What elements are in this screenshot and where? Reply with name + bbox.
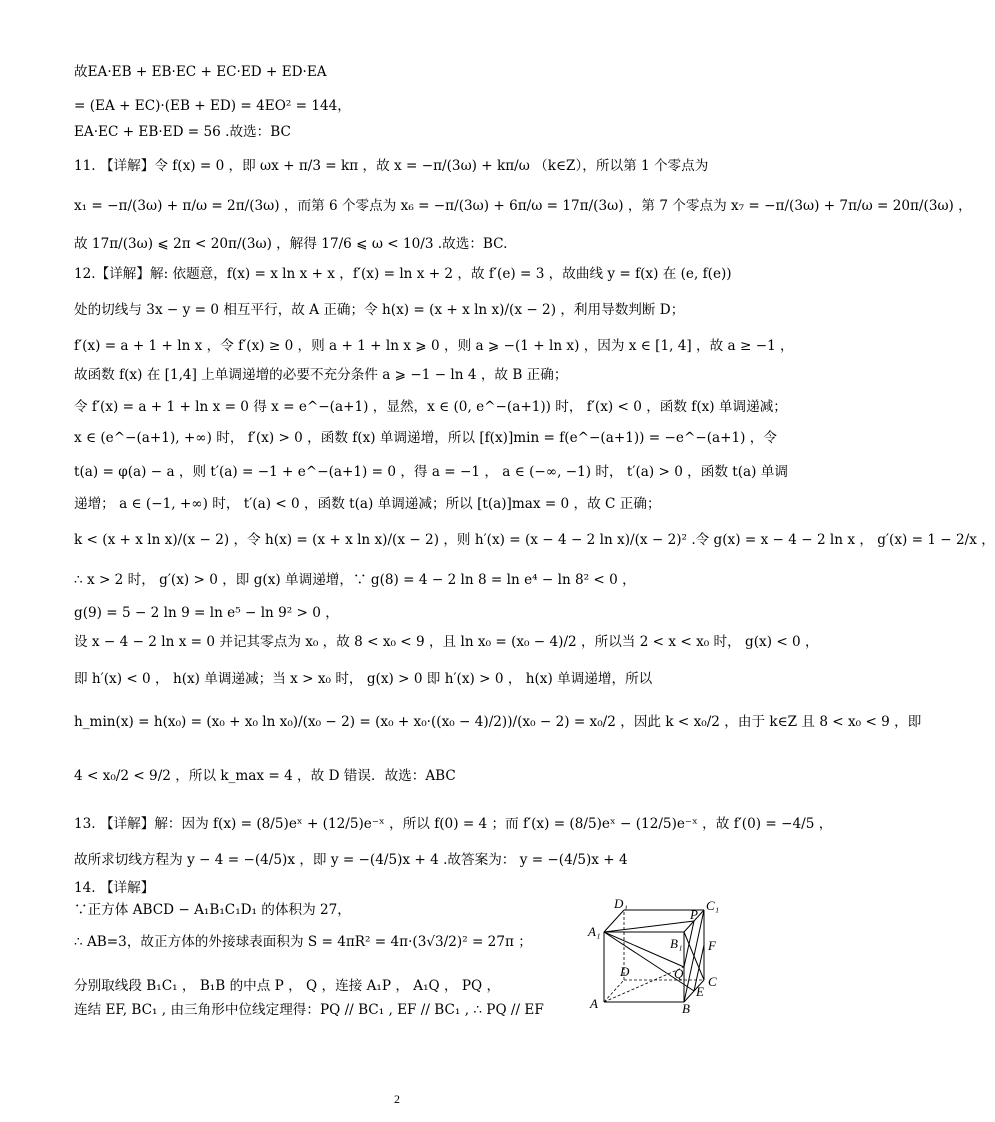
label-b: B bbox=[682, 1001, 690, 1016]
edge-a1d1 bbox=[604, 910, 624, 932]
label-c1: C₁ bbox=[706, 898, 720, 913]
text-line: k < (x + x ln x)/(x − 2) ，令 h(x) = (x + x ln x)/(x − 2) ，则 h′(x) = (x − 4 − 2 ln x)/(x − 2)² .令 g(x) = x − 4 − 2 ln x ， g′(x) = 1 − 2/x ， bbox=[74, 532, 995, 548]
label-b1: B₁ bbox=[670, 936, 683, 951]
text-line: x ∈ (e^−(a+1), +∞) 时， f′(x) > 0 ，函数 f(x) 单调递增，所以 [f(x)]min = f(e^−(a+1)) = −e^−(a+1) ，令 bbox=[74, 430, 777, 446]
text-line: 故 17π/(3ω) ⩽ 2π < 20π/(3ω) ，解得 17/6 ⩽ ω < 10/3 .故选：BC. bbox=[74, 236, 508, 252]
label-d: D bbox=[620, 964, 630, 979]
text-line: 递增； a ∈ (−1, +∞) 时， t′(a) < 0 ，函数 t(a) 单调递减；所以 [t(a)]max = 0 ，故 C 正确； bbox=[74, 496, 661, 512]
label-f: F bbox=[708, 938, 716, 953]
text-line: t(a) = φ(a) − a ，则 t′(a) = −1 + e^−(a+1) = 0 ，得 a = −1 ， a ∈ (−∞, −1) 时， t′(a) > 0 ，函数 t(a) 单调 bbox=[74, 464, 788, 480]
text-line: g(9) = 5 − 2 ln 9 = ln e⁵ − ln 9² > 0 ， bbox=[74, 605, 339, 621]
text-line: 分别取线段 B₁C₁ ， B₁B 的中点 P ， Q ，连接 A₁P ， A₁Q ， PQ ， bbox=[74, 978, 501, 994]
hidden-edge-ad bbox=[604, 980, 624, 1002]
text-line: 故函数 f(x) 在 [1,4] 上单调递增的必要不充分条件 a ⩾ −1 − ln 4 ，故 B 正确； bbox=[74, 367, 568, 383]
segment-a1p bbox=[604, 921, 694, 932]
text-line: 故所求切线方程为 y − 4 = −(4/5)x ，即 y = −(4/5)x + 4 .故答案为： y = −(4/5)x + 4 bbox=[74, 852, 628, 868]
text-line: 12.【详解】解: 依题意，f(x) = x ln x + x ，f′(x) = ln x + 2 ，故 f′(e) = 3 ，故曲线 y = f(x) 在 (e, f(e)) bbox=[74, 266, 732, 282]
text-line: ∴ x > 2 时， g′(x) > 0 ，即 g(x) 单调递增，∵ g(8) = 4 − 2 ln 8 = ln e⁴ − ln 8² < 0 ， bbox=[74, 572, 636, 588]
text-line: ∵正方体 ABCD − A₁B₁C₁D₁ 的体积为 27， bbox=[74, 902, 351, 918]
text-line: 14. 【详解】 bbox=[74, 880, 155, 896]
label-p: P bbox=[690, 907, 698, 922]
label-a: A bbox=[590, 996, 598, 1011]
text-line: x₁ = −π/(3ω) + π/ω = 2π/(3ω) ，而第 6 个零点为 x₆ = −π/(3ω) + 6π/ω = 17π/(3ω) ，第 7 个零点为 x₇ = −π/(3ω) + 7π/ω = 20π/(3ω) ， bbox=[74, 198, 972, 214]
cube-figure bbox=[584, 892, 724, 1014]
text-line: ∴ AB=3，故正方体的外接球表面积为 S = 4πR² = 4π·(3√3/2)² = 27π ； bbox=[74, 934, 532, 950]
page-number: 2 bbox=[394, 1092, 400, 1106]
text-line: 令 f′(x) = a + 1 + ln x = 0 得 x = e^−(a+1) ，显然，x ∈ (0, e^−(a+1)) 时， f′(x) < 0 ，函数 f(x) 单调递减； bbox=[74, 399, 787, 415]
text-line: f′(x) = a + 1 + ln x ，令 f′(x) ≥ 0 ，则 a + 1 + ln x ⩾ 0 ，则 a ⩾ −(1 + ln x) ，因为 x ∈ [1, 4] ，故 a ≥ −1 ， bbox=[74, 338, 794, 354]
text-line: 即 h′(x) < 0 ， h(x) 单调递减；当 x > x₀ 时， g(x) > 0 即 h′(x) > 0 ， h(x) 单调递增，所以 bbox=[74, 671, 653, 687]
text-line: = (EA + EC)·(EB + ED) = 4EO² = 144， bbox=[74, 98, 351, 114]
label-a1: A₁ bbox=[588, 924, 601, 939]
label-q: Q bbox=[674, 966, 684, 981]
text-line: 故EA·EB + EB·EC + EC·ED + ED·EA bbox=[74, 64, 327, 80]
text-line: h_min(x) = h(x₀) = (x₀ + x₀ ln x₀)/(x₀ − 2) = (x₀ + x₀·((x₀ − 4)/2))/(x₀ − 2) = x₀/2 ，因此 k < x₀/2 ，由于 k∈Z 且 8 < x₀ < 9 ，即 bbox=[74, 714, 922, 730]
text-line: 4 < x₀/2 < 9/2 ，所以 k_max = 4 ，故 D 错误．故选：ABC bbox=[74, 768, 456, 784]
label-e: E bbox=[696, 984, 704, 999]
text-line: 13. 【详解】解：因为 f(x) = (8/5)eˣ + (12/5)e⁻ˣ ，所以 f(0) = 4 ；而 f′(x) = (8/5)eˣ − (12/5)e⁻ˣ ，故 f′(0) = −4/5 ， bbox=[74, 816, 833, 832]
text-line: 连结 EF, BC₁ , 由三角形中位线定理得：PQ // BC₁ , EF // BC₁ , ∴ PQ // EF bbox=[74, 1002, 544, 1018]
text-line: EA·EC + EB·ED = 56 .故选：BC bbox=[74, 124, 291, 140]
text-line: 11. 【详解】令 f(x) = 0 ，即 ωx + π/3 = kπ ，故 x = −π/(3ω) + kπ/ω （k∈Z），所以第 1 个零点为 bbox=[74, 158, 709, 174]
label-c: C bbox=[708, 974, 717, 989]
label-d1: D₁ bbox=[614, 896, 628, 911]
text-line: 设 x − 4 − 2 ln x = 0 并记其零点为 x₀ ，故 8 < x₀ < 9 ，且 ln x₀ = (x₀ − 4)/2 ，所以当 2 < x < x₀ 时， g(x) < 0 ， bbox=[74, 634, 819, 650]
hidden-segment-aq bbox=[604, 967, 684, 1002]
text-line: 处的切线与 3x − y = 0 相互平行，故 A 正确；令 h(x) = (x + x ln x)/(x − 2) ，利用导数判断 D； bbox=[74, 302, 685, 318]
